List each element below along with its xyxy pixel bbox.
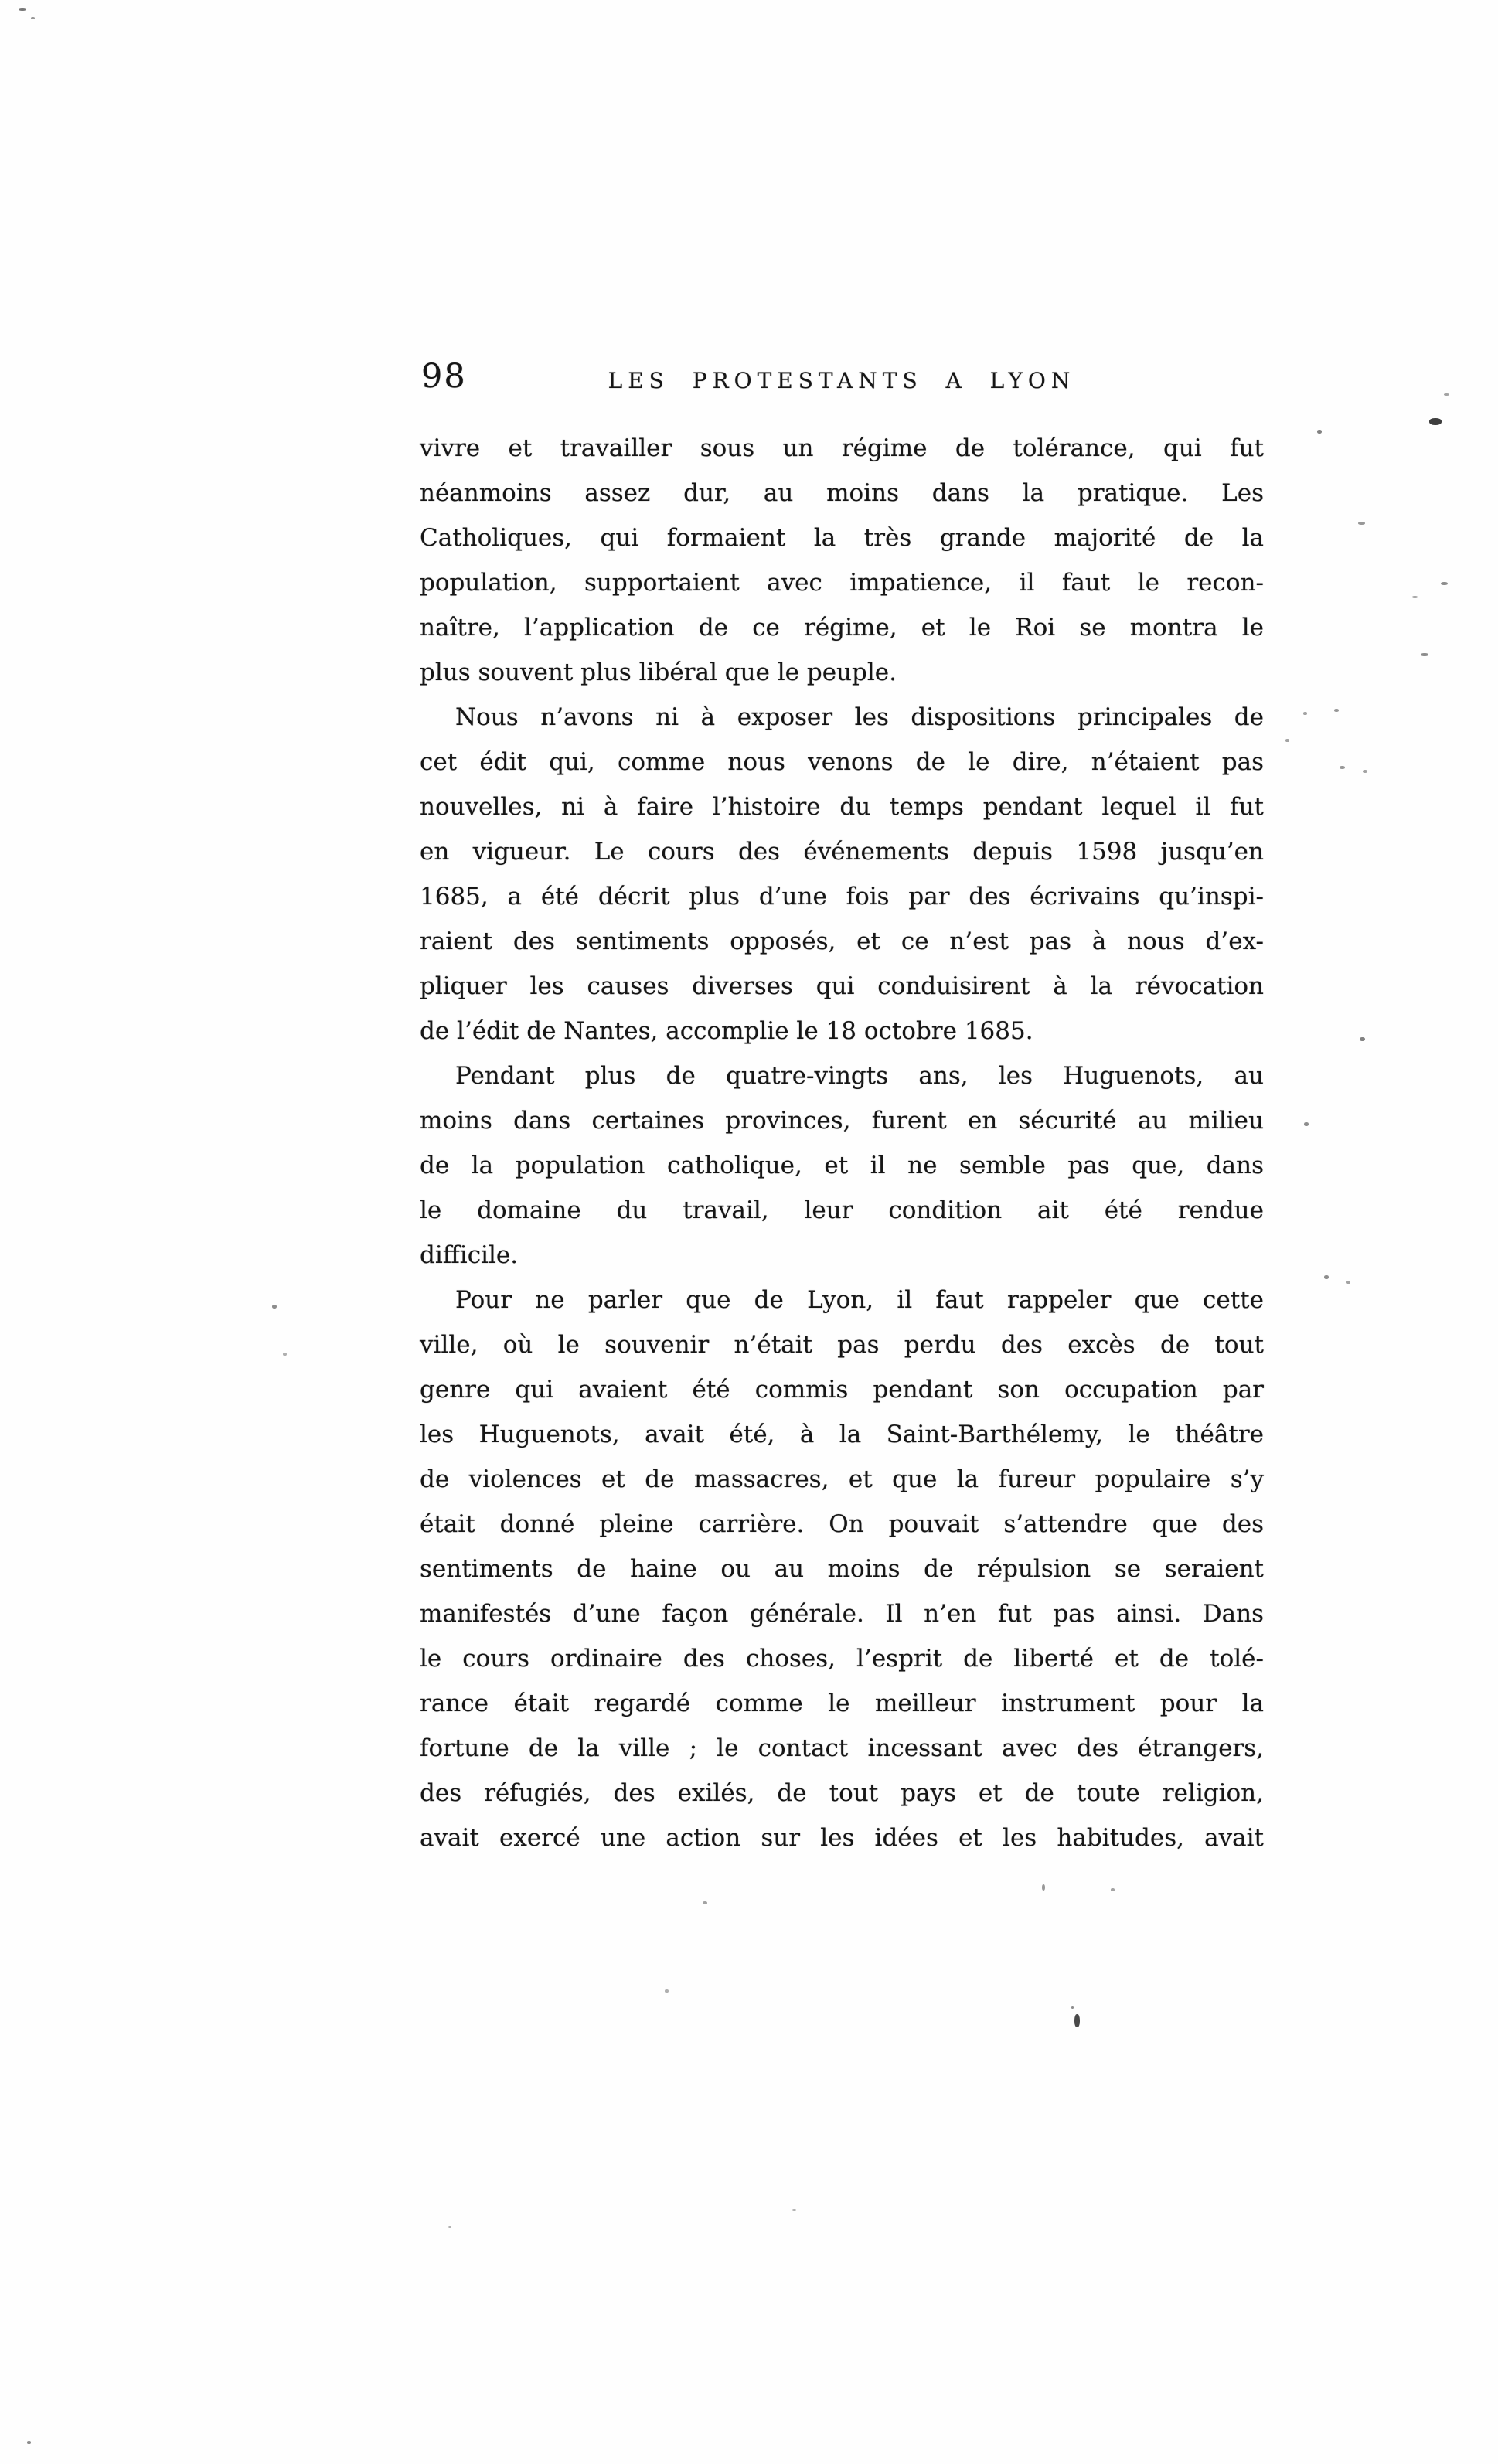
text-line-30: fortune de la ville ; le contact incessant avec des étrangers, [420,1734,1264,1762]
text-line-12: raient des sentiments opposés, et ce n’est pas à nous d’ex- [420,927,1264,955]
scan-speck [1111,1888,1115,1891]
scan-speck [1441,582,1448,585]
text-line-14: de l’édit de Nantes, accomplie le 18 octobre 1685. [420,1017,1033,1045]
text-line-10: en vigueur. Le cours des événements depuis 1598 jusqu’en [420,838,1264,866]
scan-speck [1042,1884,1045,1891]
text-line-28: le cours ordinaire des choses, l’esprit de liberté et de tolé- [420,1645,1264,1673]
scan-speck [1444,393,1449,396]
scan-speck [1340,766,1345,769]
scan-speck [27,2441,31,2444]
scan-speck [1363,770,1367,773]
text-line-19: difficile. [420,1241,519,1269]
scan-speck [1285,739,1289,742]
text-line-29: rance était regardé comme le meilleur instrument pour la [420,1690,1264,1717]
scan-speck [1074,2014,1080,2027]
text-line-13: pliquer les causes diverses qui conduisirent à la révocation [420,972,1264,1000]
text-line-26: sentiments de haine ou au moins de répulsion se seraient [420,1555,1264,1583]
scan-speck [1304,1122,1309,1126]
scan-speck [703,1901,707,1904]
text-line-9: nouvelles, ni à faire l’histoire du temps pendant lequel il fut [420,793,1264,821]
text-line-7: Nous n’avons ni à exposer les dispositions principales de [455,703,1264,731]
text-line-1: vivre et travailler sous un régime de tolérance, qui fut [420,434,1264,462]
scan-speck [1429,418,1442,425]
scan-speck [448,2226,451,2228]
text-line-3: Catholiques, qui formaient la très grande majorité de la [420,524,1264,552]
text-line-15: Pendant plus de quatre-vingts ans, les Huguenots, au [455,1062,1264,1090]
scan-speck [283,1353,287,1356]
page-header [420,356,1264,407]
text-line-2: néanmoins assez dur, au moins dans la pratique. Les [420,479,1264,507]
text-line-25: était donné pleine carrière. On pouvait s’attendre que des [420,1510,1264,1538]
text-line-5: naître, l’application de ce régime, et le Roi se montra le [420,614,1264,642]
text-line-20: Pour ne parler que de Lyon, il faut rappeler que cette [455,1286,1264,1314]
scan-speck [1346,1281,1350,1284]
scan-speck [1334,709,1339,712]
text-line-24: de violences et de massacres, et que la fureur populaire s’y [420,1465,1264,1493]
scan-speck [1360,1037,1365,1041]
scan-speck [1412,596,1418,598]
text-line-16: moins dans certaines provinces, furent en sécurité au milieu [420,1107,1264,1135]
scan-speck [1317,430,1322,434]
text-line-4: population, supportaient avec impatience, il faut le recon- [420,569,1264,597]
text-line-22: genre qui avaient été commis pendant son occupation par [420,1376,1264,1404]
scan-speck [665,1989,669,1993]
text-line-11: 1685, a été décrit plus d’une fois par des écrivains qu’inspi- [420,883,1264,910]
text-line-17: de la population catholique, et il ne semble pas que, dans [420,1152,1264,1179]
scan-speck [792,2209,796,2211]
text-line-18: le domaine du travail, leur condition ait été rendue [420,1196,1264,1224]
scan-speck [1358,522,1365,525]
scan-speck [1421,653,1428,656]
page-number: 98 [421,357,467,396]
scan-speck [31,17,35,19]
scan-speck [272,1305,277,1309]
text-line-21: ville, où le souvenir n’était pas perdu des excès de tout [420,1331,1264,1359]
scan-speck [1071,2006,1074,2009]
scan-speck [1324,1275,1329,1279]
text-line-32: avait exercé une action sur les idées et les habitudes, avait [420,1824,1264,1852]
text-line-8: cet édit qui, comme nous venons de le dire, n’étaient pas [420,748,1264,776]
text-line-31: des réfugiés, des exilés, de tout pays et de toute religion, [420,1779,1264,1807]
running-title: LES PROTESTANTS A LYON [608,368,1076,393]
scan-speck [19,8,26,11]
scan-speck [1303,712,1307,715]
text-line-6: plus souvent plus libéral que le peuple. [420,659,897,686]
text-line-27: manifestés d’une façon générale. Il n’en fut pas ainsi. Dans [420,1600,1264,1628]
text-block [420,426,1264,1860]
text-line-23: les Huguenots, avait été, à la Saint-Barthélemy, le théâtre [420,1421,1264,1448]
